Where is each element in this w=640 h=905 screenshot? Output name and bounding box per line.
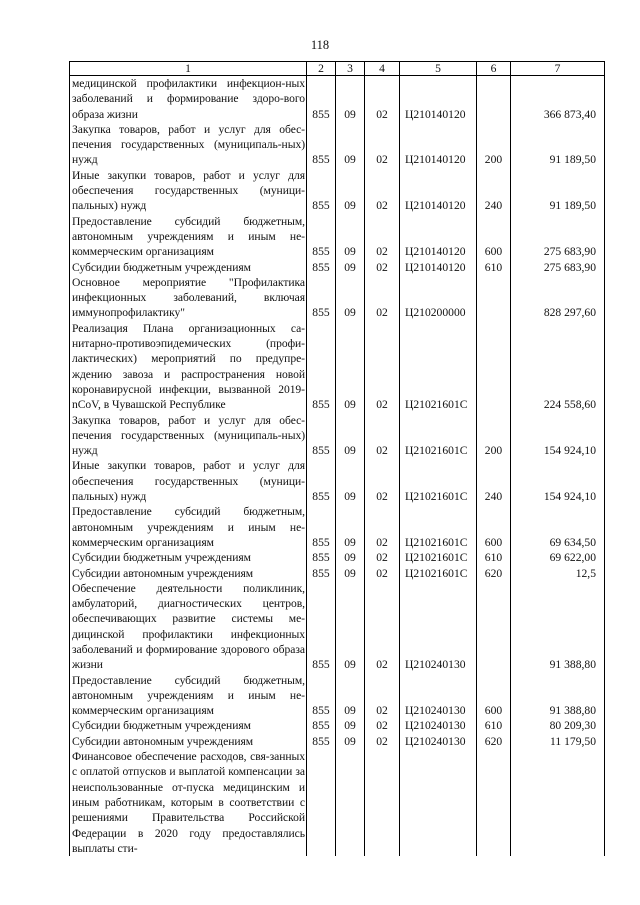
row-expense-type: 600 <box>477 673 511 719</box>
row-grbs: 855 <box>307 504 336 550</box>
row-name: Предоставление субсидий бюджетным, автономным учреждениям и иным не-коммерческим организациям <box>70 214 307 260</box>
table-row <box>70 214 605 260</box>
row-amount: 11 179,50 <box>511 734 605 749</box>
row-target-article: Ц210240130 <box>400 718 477 733</box>
row-name: Предоставление субсидий бюджетным, автономным учреждениям и иным не-коммерческим организациям <box>70 673 307 719</box>
table-row <box>70 550 605 565</box>
col-header-4: 4 <box>365 62 400 76</box>
row-expense-type <box>477 275 511 321</box>
row-name: Иные закупки товаров, работ и услуг для обеспечения государственных (муници-пальных) нужд <box>70 168 307 214</box>
row-target-article: Ц210240130 <box>400 734 477 749</box>
row-grbs: 855 <box>307 413 336 459</box>
table-row <box>70 504 605 550</box>
row-section: 09 <box>336 321 365 413</box>
table-row <box>70 458 605 504</box>
row-grbs: 855 <box>307 718 336 733</box>
row-target-article: Ц210200000 <box>400 275 477 321</box>
row-grbs: 855 <box>307 458 336 504</box>
row-subsection: 02 <box>365 734 400 749</box>
row-amount: 91 388,80 <box>511 581 605 673</box>
row-section: 09 <box>336 566 365 581</box>
row-target-article: Ц21021601С <box>400 566 477 581</box>
table-row <box>70 413 605 459</box>
row-section: 09 <box>336 504 365 550</box>
row-subsection <box>365 749 400 856</box>
table-row <box>70 718 605 733</box>
col-header-1: 1 <box>70 62 307 76</box>
row-amount: 80 209,30 <box>511 718 605 733</box>
row-expense-type <box>477 581 511 673</box>
row-name: Иные закупки товаров, работ и услуг для обеспечения государственных (муници-пальных) нужд <box>70 458 307 504</box>
row-section: 09 <box>336 581 365 673</box>
row-amount: 69 634,50 <box>511 504 605 550</box>
row-expense-type <box>477 749 511 856</box>
row-section: 09 <box>336 413 365 459</box>
row-expense-type: 610 <box>477 718 511 733</box>
row-target-article: Ц210140120 <box>400 76 477 122</box>
row-amount: 154 924,10 <box>511 413 605 459</box>
row-name: Субсидии автономным учреждениям <box>70 566 307 581</box>
row-target-article: Ц210240130 <box>400 673 477 719</box>
row-grbs: 855 <box>307 550 336 565</box>
row-amount: 366 873,40 <box>511 76 605 122</box>
table-row <box>70 260 605 275</box>
row-subsection: 02 <box>365 673 400 719</box>
row-grbs: 855 <box>307 76 336 122</box>
row-name: Закупка товаров, работ и услуг для обес-печения государственных (муниципаль-ных) нужд <box>70 122 307 168</box>
table-row <box>70 734 605 749</box>
header-row <box>70 62 605 76</box>
row-subsection: 02 <box>365 76 400 122</box>
row-name: Основное мероприятие "Профилактика инфекционных заболеваний, включая иммунопрофилактику" <box>70 275 307 321</box>
row-expense-type: 200 <box>477 413 511 459</box>
row-grbs: 855 <box>307 214 336 260</box>
row-subsection: 02 <box>365 168 400 214</box>
row-target-article: Ц21021601С <box>400 413 477 459</box>
table-row <box>70 749 605 856</box>
row-amount: 12,5 <box>511 566 605 581</box>
row-section: 09 <box>336 718 365 733</box>
table-row <box>70 566 605 581</box>
row-expense-type: 600 <box>477 214 511 260</box>
row-grbs: 855 <box>307 168 336 214</box>
row-subsection: 02 <box>365 458 400 504</box>
row-name: Предоставление субсидий бюджетным, автономным учреждениям и иным не-коммерческим организациям <box>70 504 307 550</box>
col-header-6: 6 <box>477 62 511 76</box>
row-subsection: 02 <box>365 275 400 321</box>
row-name: Субсидии бюджетным учреждениям <box>70 550 307 565</box>
table-row <box>70 122 605 168</box>
row-expense-type: 620 <box>477 734 511 749</box>
row-section: 09 <box>336 673 365 719</box>
row-grbs: 855 <box>307 122 336 168</box>
row-name: Закупка товаров, работ и услуг для обес-печения государственных (муниципаль-ных) нужд <box>70 413 307 459</box>
row-target-article: Ц21021601С <box>400 321 477 413</box>
row-subsection: 02 <box>365 260 400 275</box>
row-target-article: Ц210140120 <box>400 214 477 260</box>
row-section: 09 <box>336 458 365 504</box>
row-subsection: 02 <box>365 122 400 168</box>
row-amount: 275 683,90 <box>511 260 605 275</box>
row-section <box>336 749 365 856</box>
row-expense-type: 600 <box>477 504 511 550</box>
row-name: Субсидии бюджетным учреждениям <box>70 718 307 733</box>
row-grbs: 855 <box>307 566 336 581</box>
row-name: Финансовое обеспечение расходов, свя-занных с оплатой отпусков и выплатой компенсации за неиспользованные от-пуска медицинским и иным работникам, которым в соответствии с решениями Правительства Российской Федерации в 2020 году предоставлялись выплаты сти- <box>70 749 307 856</box>
row-name: Субсидии бюджетным учреждениям <box>70 260 307 275</box>
row-name: Реализация Плана организационных са-нитарно-противоэпидемических (профи-лактических) мероприятий по предупре-ждению завоза и распространения новой коронавирусной инфекции, вызванной 2019-nCoV, в Чувашской Республике <box>70 321 307 413</box>
row-amount: 91 189,50 <box>511 168 605 214</box>
row-grbs: 855 <box>307 581 336 673</box>
row-grbs: 855 <box>307 275 336 321</box>
row-amount: 154 924,10 <box>511 458 605 504</box>
table-row <box>70 168 605 214</box>
row-subsection: 02 <box>365 321 400 413</box>
row-section: 09 <box>336 734 365 749</box>
page-number: 118 <box>310 38 330 52</box>
row-expense-type: 620 <box>477 566 511 581</box>
row-section: 09 <box>336 275 365 321</box>
row-amount: 91 189,50 <box>511 122 605 168</box>
table-row <box>70 673 605 719</box>
table-row <box>70 275 605 321</box>
col-header-5: 5 <box>400 62 477 76</box>
table-row <box>70 581 605 673</box>
table-row <box>70 76 605 122</box>
row-expense-type <box>477 76 511 122</box>
row-amount: 275 683,90 <box>511 214 605 260</box>
row-grbs: 855 <box>307 321 336 413</box>
row-subsection: 02 <box>365 718 400 733</box>
row-name: Субсидии автономным учреждениям <box>70 734 307 749</box>
row-expense-type: 610 <box>477 550 511 565</box>
col-header-3: 3 <box>336 62 365 76</box>
row-target-article: Ц210240130 <box>400 581 477 673</box>
col-header-2: 2 <box>307 62 336 76</box>
row-amount: 91 388,80 <box>511 673 605 719</box>
row-subsection: 02 <box>365 413 400 459</box>
row-subsection: 02 <box>365 214 400 260</box>
row-expense-type: 240 <box>477 458 511 504</box>
row-target-article: Ц21021601С <box>400 550 477 565</box>
row-grbs <box>307 749 336 856</box>
row-target-article <box>400 749 477 856</box>
row-target-article: Ц21021601С <box>400 458 477 504</box>
row-amount: 69 622,00 <box>511 550 605 565</box>
row-grbs: 855 <box>307 260 336 275</box>
row-subsection: 02 <box>365 550 400 565</box>
row-section: 09 <box>336 214 365 260</box>
budget-table <box>69 61 605 856</box>
row-section: 09 <box>336 260 365 275</box>
row-expense-type <box>477 321 511 413</box>
row-grbs: 855 <box>307 673 336 719</box>
row-name: Обеспечение деятельности поликлиник, амбулаторий, диагностических центров, обеспечивающих развитие системы ме-дицинской профилактики инфекционных заболеваний и формирование здорового образа жизни <box>70 581 307 673</box>
row-expense-type: 240 <box>477 168 511 214</box>
col-header-7: 7 <box>511 62 605 76</box>
row-subsection: 02 <box>365 581 400 673</box>
row-expense-type: 610 <box>477 260 511 275</box>
row-target-article: Ц210140120 <box>400 168 477 214</box>
row-subsection: 02 <box>365 566 400 581</box>
table-row <box>70 321 605 413</box>
row-section: 09 <box>336 550 365 565</box>
row-amount <box>511 749 605 856</box>
row-amount: 224 558,60 <box>511 321 605 413</box>
row-target-article: Ц210140120 <box>400 260 477 275</box>
row-section: 09 <box>336 168 365 214</box>
row-section: 09 <box>336 76 365 122</box>
row-grbs: 855 <box>307 734 336 749</box>
row-name: медицинской профилактики инфекцион-ных заболеваний и формирование здоро-вого образа жизни <box>70 76 307 122</box>
row-target-article: Ц210140120 <box>400 122 477 168</box>
row-section: 09 <box>336 122 365 168</box>
row-amount: 828 297,60 <box>511 275 605 321</box>
row-target-article: Ц21021601С <box>400 504 477 550</box>
row-expense-type: 200 <box>477 122 511 168</box>
row-subsection: 02 <box>365 504 400 550</box>
